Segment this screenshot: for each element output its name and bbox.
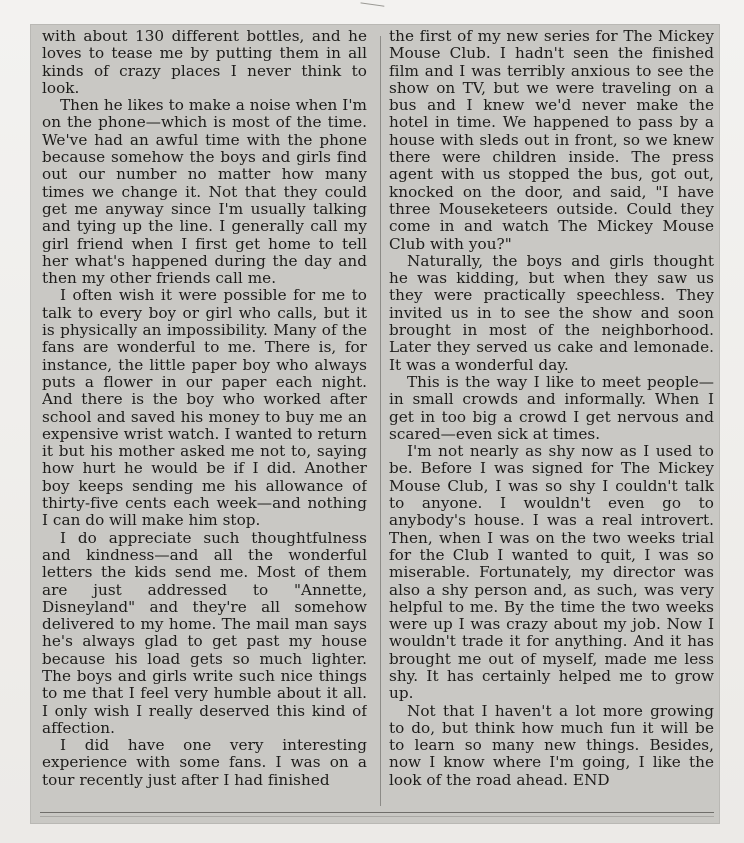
paragraph: I'm not nearly as shy now as I used to be. Before I was signed for The Mickey Mouse Club, I was so shy I couldn't talk to anyone. I wouldn't even go to anybody's house. I was a real introvert. Then, when I was on the two weeks trial for the Club I wanted to quit, I was so miserable. Fortunately, my director was also a shy person and, as such, was very helpful to me. By the time the two weeks were up I was crazy about my job. Now I wouldn't trade it for anything. And it has brought me out of myself, made me less shy. It has certainly helped me to grow up. xyxy=(389,442,714,703)
paragraph: Naturally, the boys and girls thought he was kidding, but when they saw us they were practically speechless. They invited us in to see the show and soon brought in most of the neighborhood. Later they served us cake and lemonade. It was a wonderful day. xyxy=(389,251,714,374)
article-body xyxy=(42,28,714,800)
paragraph: I did have one very interesting experience with some fans. I was on a tour recently just after I had finished xyxy=(42,736,367,789)
right-column xyxy=(389,28,714,800)
bottom-rule xyxy=(40,812,714,813)
paragraph: with about 130 different bottles, and he loves to tease me by putting them in all kinds of crazy places I never think to look. xyxy=(42,28,367,97)
paragraph: I often wish it were possible for me to talk to every boy or girl who calls, but it is physically an impossibility. Many of the fans are wonderful to me. There is, for instance, the little paper boy who always puts a flower in our paper each night. And there is the boy who worked after school and saved his money to buy me an expensive wrist watch. I wanted to return it but his mother asked me not to, saying how hurt he would be if I did. Another boy keeps sending me his allowance of thirty-five cents each week—and nothing I can do will make him stop. xyxy=(42,286,367,530)
paragraph: the first of my new series for The Mickey Mouse Club. I hadn't seen the finished film and I was terribly anxious to see the show on TV, but we were traveling on a bus and I knew we'd never make the hotel in time. We happened to pass by a house with sleds out in front, so we knew there were children inside. The press agent with us stopped the bus, got out, knocked on the door, and said, "I have three Mouseketeers outside. Could they come in and watch The Mickey Mouse Club with you?" xyxy=(389,28,714,253)
bottom-rule-secondary xyxy=(40,816,714,817)
paragraph: Not that I haven't a lot more growing to do, but think how much fun it will be to learn so many new things. Besides, now I know where I'm going, I like the look of the road ahead. END xyxy=(389,701,714,789)
paragraph: I do appreciate such thoughtfulness and kindness—and all the wonderful letters the kids send me. Most of them are just addressed to "Annette, Disneyland" and they're all somehow delivered to my home. The mail man says he's always glad to get past my house because his load gets so much lighter. The boys and girls write such nice things to me that I feel very humble about it all. I only wish I really deserved this kind of affection. xyxy=(42,528,367,737)
paragraph: Then he likes to make a noise when I'm on the phone—which is most of the time. We've had an awful time with the phone because somehow the boys and girls find out our number no matter how many times we change it. Not that they could get me anyway since I'm usually talking and tying up the line. I generally call my girl friend when I first get home to tell her what's happened during the day and then my other friends call me. xyxy=(42,96,367,288)
paragraph: This is the way I like to meet people—in small crowds and informally. When I get in too big a crowd I get nervous and scared—even sick at times. xyxy=(389,372,714,443)
left-column xyxy=(42,28,367,800)
